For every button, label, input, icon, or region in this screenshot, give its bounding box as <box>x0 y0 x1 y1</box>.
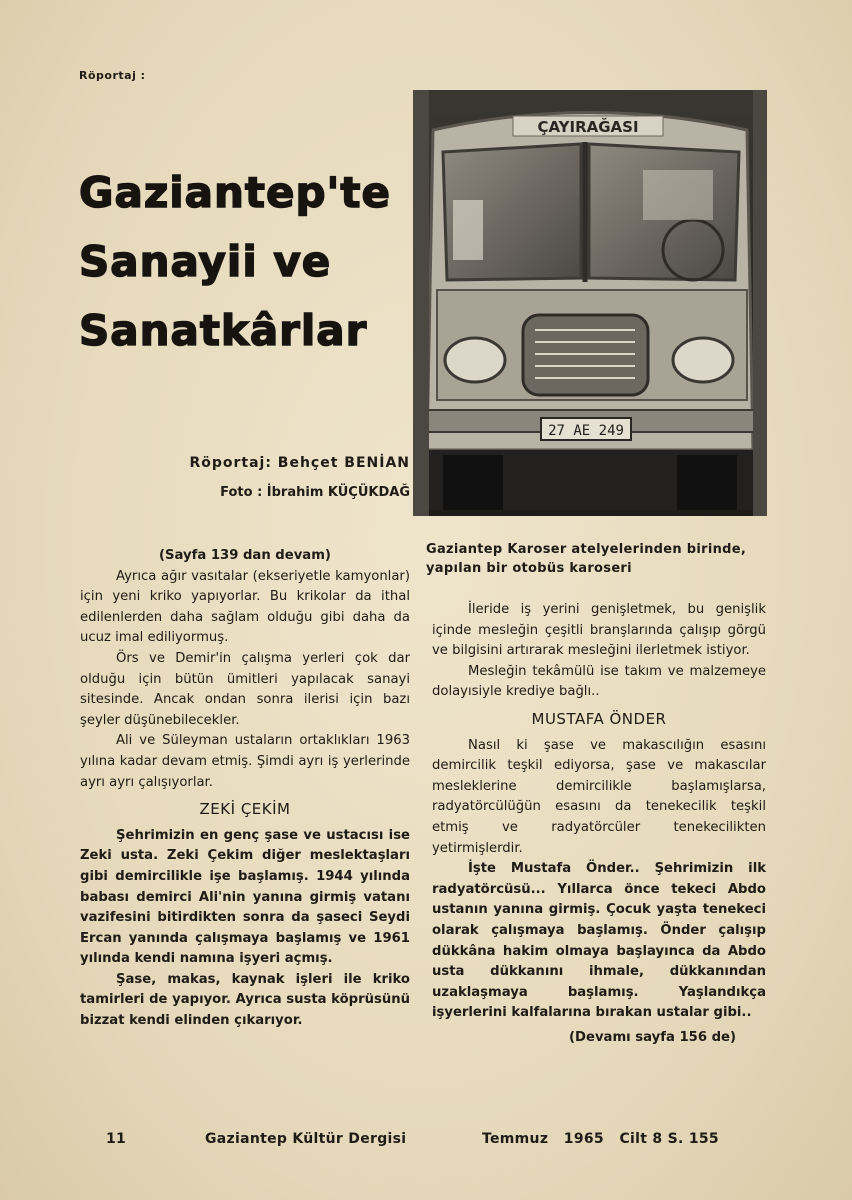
paragraph: İşte Mustafa Önder.. Şehrimizin ilk radyatörcüsü... Yıllarca önce tekeci Abdo ustanın yanına girmiş. Çocuk yaşta tenekeci olarak çalışmaya başlamış. Önder çalışıp dükkâna hakim olmaya başlayınca da Abdo usta dükkanını ihmale, dükkanından uzaklaşmaya başlamış. Yaşlandıkça işyerlerini kalfalarına bırakan ustalar gibi.. <box>432 861 766 1021</box>
paragraph: İleride iş yerini genişletmek, bu genişlik içinde mesleğin çeşitli branşlarında çalışıp görgü ve bilgisini artırarak mesleğini ilerletmek istiyor. <box>432 602 766 659</box>
paragraph: Şehrimizin en genç şase ve ustacısı ise Zeki usta. Zeki Çekim diğer meslektaşları gibi demircilikle işe başlamış. 1944 yılında babası demirci Ali'nin yanına girmiş vatanı vazifesini bitirdikten sonra da şaseci Seydi Ercan yanında çalışmaya başlamış ve 1961 yılında kendi namına işyeri açmış. <box>80 827 410 967</box>
license-plate-text: 27 AE 249 <box>548 423 624 439</box>
bus-photo <box>413 90 767 516</box>
paragraph: Nasıl ki şase ve makascılığın esasını demircilik teşkil ediyorsa, şase ve makascılar mesleklerine demircilikle başlamışlarsa, radyatörcülüğün esasını da tenekecilik teşkil etmiş ve radyatörcüler tenekecilikten yetirmişlerdir. <box>432 737 766 856</box>
paragraph: Şase, makas, kaynak işleri ile kriko tamirleri de yapıyor. Ayrıca susta köprüsünü bizzat kendi elinden çıkarıyor. <box>80 971 410 1029</box>
subheading-mustafa-onder: MUSTAFA ÖNDER <box>531 709 667 728</box>
article-column-1 <box>80 546 410 1032</box>
bus-illustration <box>413 90 767 516</box>
page-number: 11 <box>106 1131 127 1147</box>
paragraph: Ali ve Süleyman ustaların ortaklıkları 1963 yılına kadar devam etmiş. Şimdi ayrı iş yerlerinde ayrı ayrı çalışıyorlar. <box>80 733 410 790</box>
bus-sign-text: ÇAYIRAĞASI <box>537 118 639 136</box>
article-title: Gaziantep'te Sanayii ve Sanatkârlar <box>79 168 391 355</box>
issue-info: Temmuz 1965 Cilt 8 S. 155 <box>482 1131 719 1147</box>
article-column-2 <box>432 600 766 1048</box>
subheading-zeki-cekim: ZEKİ ÇEKİM <box>199 800 291 819</box>
magazine-name: Gaziantep Kültür Dergisi <box>205 1131 407 1147</box>
paragraph: Örs ve Demir'in çalışma yerleri çok dar olduğu için bütün ümitleri yapılacak sanayi sitesinde. Ancak ondan sonra ilerisi için bazı şeyler düşünebilecekler. <box>80 650 410 728</box>
paragraph: Mesleğin tekâmülü ise takım ve malzemeye dolayısiyle krediye bağlı.. <box>432 663 766 700</box>
byline: Röportaj: Behçet BENİAN <box>189 455 410 471</box>
photo-caption: Gaziantep Karoser atelyelerinden birinde, yapılan bir otobüs karoseri <box>426 542 747 576</box>
photo-credit: Foto : İbrahim KÜÇÜKDAĞ <box>220 485 410 500</box>
paragraph: Ayrıca ağır vasıtalar (ekseriyetle kamyonlar) için yeni kriko yapıyorlar. Bu krikolar da ithal edilenlerden daha sağlam olduğu gibi daha da ucuz imal ediliyormuş. <box>80 568 410 646</box>
continued-on-note: (Devamı sayfa 156 de) <box>569 1029 736 1045</box>
continued-from-note: (Sayfa 139 dan devam) <box>159 548 331 563</box>
section-label: Röportaj : <box>79 69 146 82</box>
